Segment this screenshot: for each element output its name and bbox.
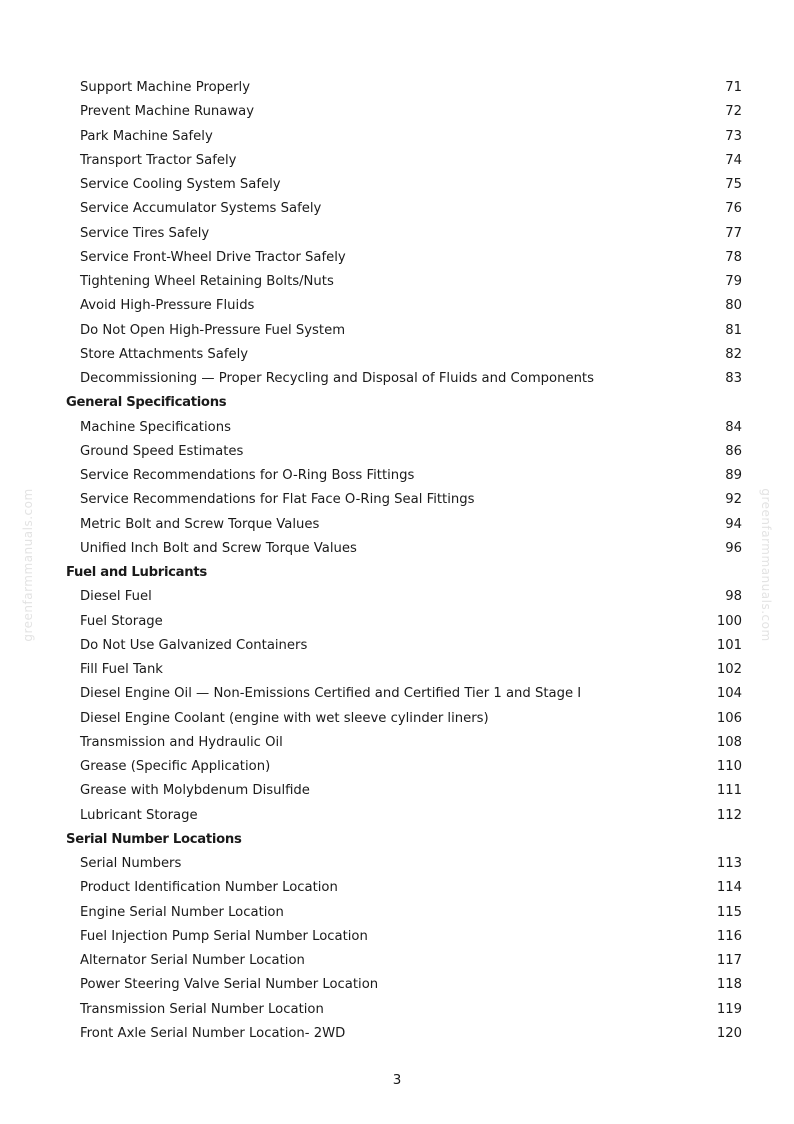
toc-title: Transmission Serial Number Location <box>80 1001 324 1017</box>
toc-entry[interactable] <box>66 464 742 488</box>
toc-entry[interactable] <box>66 319 742 343</box>
toc-entry[interactable] <box>66 488 742 512</box>
toc-page-number: 89 <box>725 468 742 483</box>
toc-page-number: 118 <box>716 977 742 993</box>
toc-page-number: 108 <box>716 734 742 750</box>
toc-page-number: 115 <box>716 904 742 920</box>
toc-page-number: 73 <box>725 128 742 144</box>
toc-page-number: 77 <box>725 225 742 241</box>
toc-page-number: 72 <box>725 104 742 120</box>
toc-title: Machine Specifications <box>80 419 231 435</box>
toc-page-number: 84 <box>725 419 742 435</box>
toc-title: Transport Tractor Safely <box>80 152 237 168</box>
toc-title: Support Machine Properly <box>80 80 251 95</box>
toc-title: Engine Serial Number Location <box>80 904 284 920</box>
toc-title: Product Identification Number Location <box>80 880 338 896</box>
toc-page-number: 75 <box>725 177 742 192</box>
toc-page-number: 113 <box>716 856 742 871</box>
toc-entry[interactable] <box>66 731 742 755</box>
toc-title: Power Steering Valve Serial Number Location <box>80 977 379 993</box>
toc-entry[interactable] <box>66 804 742 828</box>
toc-entry[interactable] <box>66 658 742 682</box>
toc-page-number: 104 <box>716 686 742 702</box>
toc-section-heading <box>66 561 742 585</box>
toc-page-number: 117 <box>716 953 742 968</box>
toc-entry[interactable] <box>66 998 742 1022</box>
toc-title: Service Front-Wheel Drive Tractor Safely <box>80 249 346 265</box>
toc-title: Alternator Serial Number Location <box>80 953 305 968</box>
toc-section-heading <box>66 391 742 415</box>
toc-title: Diesel Fuel <box>80 589 152 605</box>
toc-entry[interactable] <box>66 852 742 876</box>
toc-title: Store Attachments Safely <box>80 346 249 362</box>
toc-title: General Specifications <box>66 395 227 411</box>
toc-title: Prevent Machine Runaway <box>80 104 255 120</box>
toc-title: Unified Inch Bolt and Screw Torque Values <box>80 540 357 556</box>
toc-title: Do Not Use Galvanized Containers <box>80 637 308 653</box>
toc-entry[interactable] <box>66 270 742 294</box>
toc-entry[interactable] <box>66 197 742 221</box>
toc-title: Tightening Wheel Retaining Bolts/Nuts <box>80 274 334 289</box>
toc-entry[interactable] <box>66 513 742 537</box>
toc-title: Serial Number Locations <box>66 831 242 847</box>
toc-title: Grease with Molybdenum Disulfide <box>80 783 310 799</box>
toc-entry[interactable] <box>66 246 742 270</box>
toc-page-number: 112 <box>716 807 742 823</box>
toc-entry[interactable] <box>66 1022 742 1046</box>
toc-page-number: 100 <box>716 613 742 629</box>
toc-title: Decommissioning — Proper Recycling and Disposal of Fluids and Components <box>80 371 594 386</box>
toc-title: Park Machine Safely <box>80 128 213 144</box>
toc-entry[interactable] <box>66 149 742 173</box>
toc-page-number: 101 <box>716 637 742 653</box>
toc-page-number: 114 <box>716 880 742 896</box>
toc-entry[interactable] <box>66 779 742 803</box>
toc-entry[interactable] <box>66 100 742 124</box>
toc-page-number: 78 <box>725 249 742 265</box>
toc-entry[interactable] <box>66 949 742 973</box>
toc-page-number: 83 <box>725 371 742 386</box>
toc-title: Fuel Injection Pump Serial Number Location <box>80 928 368 944</box>
toc-page-number: 111 <box>716 783 742 799</box>
toc-page-number: 92 <box>725 492 742 508</box>
toc-entry[interactable] <box>66 440 742 464</box>
watermark-left: greenfarmmanuals.com <box>21 488 35 642</box>
toc-title: Service Cooling System Safely <box>80 177 281 192</box>
toc-title: Fuel Storage <box>80 613 163 629</box>
toc-title: Metric Bolt and Screw Torque Values <box>80 516 320 532</box>
toc-page-number: 81 <box>725 322 742 338</box>
toc-entry[interactable] <box>66 901 742 925</box>
toc-entry[interactable] <box>66 367 742 391</box>
toc-entry[interactable] <box>66 876 742 900</box>
toc-section-heading <box>66 828 742 852</box>
toc-page-number: 116 <box>716 928 742 944</box>
toc-page-number: 71 <box>725 80 742 95</box>
toc-title: Grease (Specific Application) <box>80 759 271 774</box>
toc-title: Do Not Open High-Pressure Fuel System <box>80 322 346 338</box>
toc-title: Service Tires Safely <box>80 225 210 241</box>
toc-entry[interactable] <box>66 76 742 100</box>
toc-title: Diesel Engine Oil — Non-Emissions Certified and Certified Tier 1 and Stage I <box>80 686 582 702</box>
toc-title: Serial Numbers <box>80 856 182 871</box>
toc-page-number: 98 <box>725 589 742 605</box>
toc-title: Service Accumulator Systems Safely <box>80 201 322 217</box>
toc-title: Front Axle Serial Number Location- 2WD <box>80 1025 346 1041</box>
toc-page-number: 82 <box>725 346 742 362</box>
toc-entry[interactable] <box>66 925 742 949</box>
toc-title: Lubricant Storage <box>80 807 198 823</box>
toc-entry[interactable] <box>66 222 742 246</box>
toc-title: Fuel and Lubricants <box>66 565 207 580</box>
toc-entry[interactable] <box>66 294 742 318</box>
toc-entry[interactable] <box>66 125 742 149</box>
toc-page-number: 120 <box>716 1025 742 1041</box>
toc-title: Avoid High-Pressure Fluids <box>80 298 255 314</box>
toc-title: Transmission and Hydraulic Oil <box>80 734 283 750</box>
page-number: 3 <box>392 1072 402 1088</box>
toc-entry[interactable] <box>66 537 742 561</box>
toc-page-number: 80 <box>725 298 742 314</box>
toc-page-number: 110 <box>716 759 742 774</box>
toc-entry[interactable] <box>66 634 742 658</box>
toc-entry[interactable] <box>66 682 742 706</box>
toc-entry[interactable] <box>66 343 742 367</box>
toc-entry[interactable] <box>66 973 742 997</box>
toc-page-number: 79 <box>725 274 742 289</box>
toc-title: Service Recommendations for Flat Face O-Ring Seal Fittings <box>80 492 475 508</box>
toc-page-number: 74 <box>725 152 742 168</box>
toc-title: Diesel Engine Coolant (engine with wet sleeve cylinder liners) <box>80 710 489 726</box>
toc-entry[interactable] <box>66 416 742 440</box>
toc-entry[interactable] <box>66 707 742 731</box>
toc-page-number: 106 <box>716 710 742 726</box>
toc-page-number: 76 <box>725 201 742 217</box>
toc-entry[interactable] <box>66 610 742 634</box>
table-of-contents <box>66 76 742 1046</box>
watermark-right: greenfarmmanuals.com <box>759 488 773 642</box>
toc-page-number: 102 <box>716 662 742 677</box>
toc-page-number: 86 <box>725 443 742 459</box>
toc-page-number: 119 <box>716 1001 742 1017</box>
toc-title: Service Recommendations for O-Ring Boss Fittings <box>80 468 415 483</box>
toc-title: Ground Speed Estimates <box>80 443 244 459</box>
toc-entry[interactable] <box>66 585 742 609</box>
toc-page-number: 94 <box>725 516 742 532</box>
toc-page-number: 96 <box>725 540 742 556</box>
toc-entry[interactable] <box>66 755 742 779</box>
toc-title: Fill Fuel Tank <box>80 662 163 677</box>
toc-entry[interactable] <box>66 173 742 197</box>
